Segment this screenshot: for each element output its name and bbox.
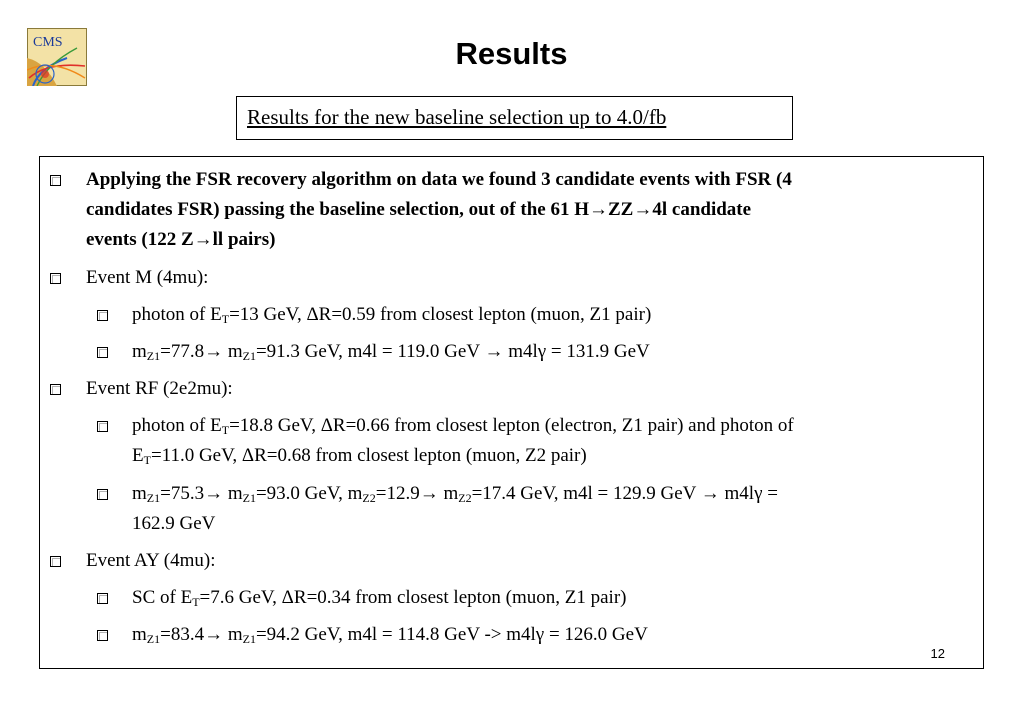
intro-line-1: Applying the FSR recovery algorithm on data we found 3 candidate events with FSR (4 (86, 169, 792, 190)
event-m-heading: Event M (4mu): (86, 267, 209, 288)
arrow-right-icon: → (484, 341, 504, 362)
event-m-photon: photon of $E_T=13$ GeV, ΔR=0.59 from closest lepton (muon, Z1 pair) (132, 304, 652, 326)
bullet-icon (50, 165, 63, 195)
event-rf-heading: Event RF (2e2mu): (86, 378, 233, 399)
arrow-right-icon: → (633, 199, 653, 220)
bullet-icon (97, 300, 110, 330)
intro-line-2: candidates FSR) passing the baseline selection, out of the 61 H→ZZ→4l candidate (86, 199, 752, 220)
event-rf-masses-line-2: 162.9 GeV (132, 513, 216, 534)
arrow-right-icon: → (193, 229, 213, 250)
intro-line-3: events (122 Z→ll pairs) (86, 229, 276, 250)
event-rf-photon-line-1: photon of $E_T=18.8$ GeV, ΔR=0.66 from closest lepton (electron, Z1 pair) and photon of (132, 415, 794, 437)
event-rf-photon-line-2: $E_T=11.0$ GeV, ΔR=0.68 from closest lepton (muon, Z2 pair) (132, 445, 587, 467)
bullet-icon (97, 583, 110, 613)
event-ay-heading: Event AY (4mu): (86, 550, 216, 571)
arrow-right-icon: → (204, 341, 224, 362)
bullet-icon (97, 479, 110, 509)
slide-title: Results (455, 36, 568, 71)
arrow-right-icon: → (700, 483, 720, 504)
arrow-right-icon: → (204, 624, 224, 645)
subtitle-box (236, 96, 793, 140)
event-rf-masses-line-1: $m_{Z1}=75.3\to m_{Z1}=93.0$ GeV, $m_{Z2}=12.9\to m_{Z2}=17.4$ GeV, m4l = 129.9 GeV → m4lγ = (132, 483, 778, 505)
bullet-icon (50, 546, 63, 576)
arrow-right-icon: → (419, 483, 439, 504)
subtitle-text: Results for the new baseline selection up to 4.0/fb (247, 105, 667, 129)
page-number: 12 (930, 646, 945, 661)
event-ay-sc: SC of $E_T=7.6$ GeV, ΔR=0.34 from closest lepton (muon, Z1 pair) (132, 587, 627, 609)
arrow-right-icon: → (589, 199, 608, 220)
arrow-right-icon: → (204, 483, 224, 504)
content-box (39, 156, 984, 669)
cms-logo-text: CMS (33, 35, 63, 50)
event-m-masses: $m_{Z1}=77.8\to m_{Z1}=91.3$ GeV, m4l = 119.0 GeV → m4lγ = 131.9 GeV (132, 341, 650, 363)
event-ay-masses: $m_{Z1}=83.4\to m_{Z1}=94.2$ GeV, m4l = 114.8 GeV -> m4lγ = 126.0 GeV (132, 624, 648, 646)
bullet-icon (50, 263, 63, 293)
bullet-icon (97, 411, 110, 441)
bullet-icon (97, 337, 110, 367)
bullet-icon (97, 620, 110, 650)
bullet-icon (50, 374, 63, 404)
